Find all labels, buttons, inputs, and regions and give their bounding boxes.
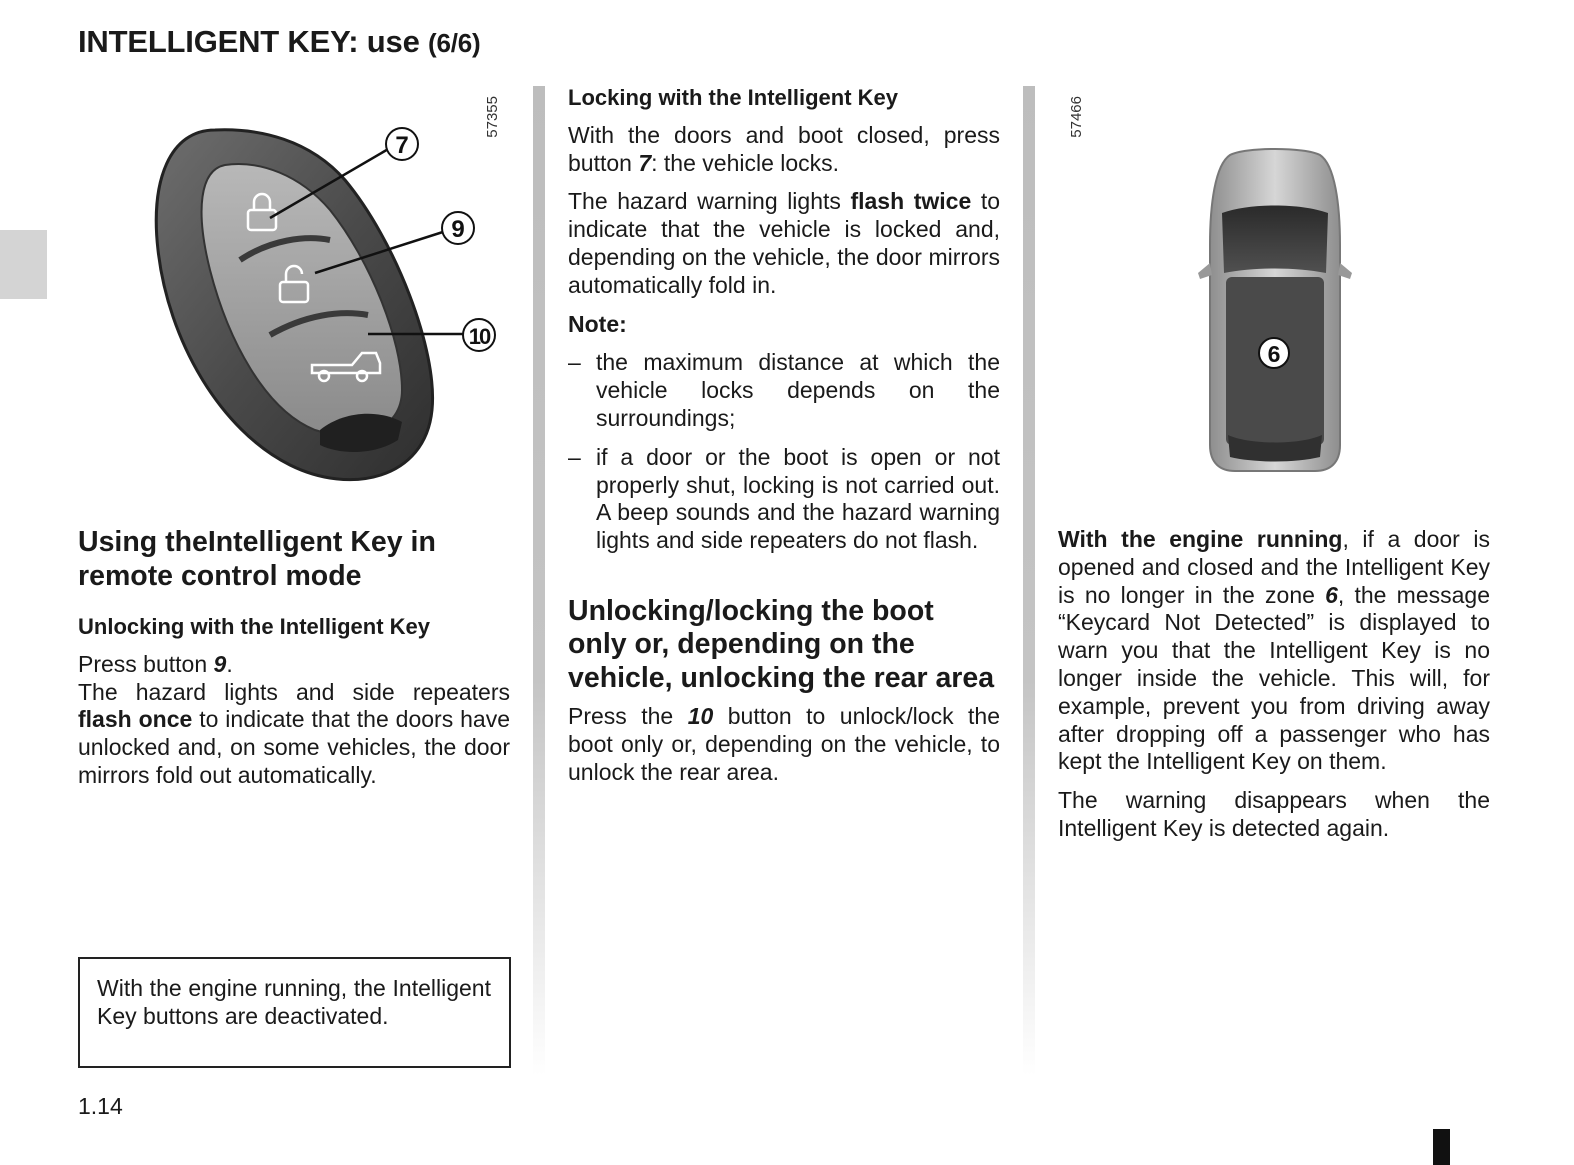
svg-text:9: 9 bbox=[451, 216, 465, 243]
section-heading: Using theIntelligent Key in remote control mode bbox=[78, 526, 436, 592]
zone-6-callout bbox=[1259, 338, 1289, 368]
page-edge-marker bbox=[1433, 1129, 1450, 1165]
list-item: – the maximum distance at which the vehicle locks depends on the surroundings; bbox=[568, 349, 1000, 431]
callout-9 bbox=[442, 212, 474, 244]
unlock-heading: Unlocking with the Intelligent Key bbox=[78, 614, 431, 639]
svg-text:7: 7 bbox=[395, 132, 409, 159]
engine-running-description: With the engine running, if a door is opened and closed and the Intelligent Key is no longer in the zone 6, the message “Keycard Not Detected” is displayed to warn you that the Intelligent Key is no longer inside the vehicle. This will, for example, prevent you from driving away after dropping off a passenger who has kept the Intelligent Key on them. bbox=[1058, 526, 1491, 775]
section-tab bbox=[0, 230, 47, 299]
car-top-view-illustration bbox=[1190, 145, 1360, 475]
right-column bbox=[1058, 526, 1490, 854]
callout-7 bbox=[386, 128, 418, 160]
note-box: With the engine running, the Intelligent Key buttons are deactivated. bbox=[78, 957, 511, 1068]
lock-heading: Locking with the Intelligent Key bbox=[568, 85, 899, 110]
key-fob-illustration bbox=[140, 110, 510, 490]
figure-code: 57355 bbox=[484, 96, 501, 138]
page-title: INTELLIGENT KEY: use (6/6) bbox=[78, 24, 481, 59]
figure-code: 57466 bbox=[1068, 96, 1085, 138]
key-fob-body bbox=[156, 130, 432, 480]
column-divider bbox=[533, 86, 545, 1076]
svg-text:6: 6 bbox=[1267, 341, 1281, 367]
car-body bbox=[1198, 149, 1352, 471]
lock-instruction: With the doors and boot closed, press button 7: the vehicle locks. bbox=[568, 121, 1000, 176]
middle-column bbox=[568, 84, 1000, 798]
lock-description: The hazard warning lights flash twice to indicate that the vehicle is locked and, depending on the vehicle, the door mirrors automatically fold in. bbox=[568, 188, 1000, 298]
warning-disappears-text: The warning disappears when the Intelligent Key is detected again. bbox=[1058, 787, 1490, 841]
boot-heading: Unlocking/locking the boot only or, depending on the vehicle, unlocking the rear area bbox=[568, 594, 995, 694]
unlock-description: The hazard lights and side repeaters flash once to indicate that the doors have unlocked and, on some vehicles, the door mirrors fold out automatically. bbox=[78, 678, 510, 788]
boot-description: Press the 10 button to unlock/lock the boot only or, depending on the vehicle, to unlock the rear area. bbox=[568, 703, 1000, 786]
note-label: Note: bbox=[568, 310, 627, 337]
left-column bbox=[78, 526, 510, 801]
list-item: – if a door or the boot is open or not properly shut, locking is not carried out. A beep sounds and the hazard warning lights and side repeaters do not flash. bbox=[568, 443, 1000, 554]
svg-text:10: 10 bbox=[468, 324, 490, 349]
callout-10 bbox=[463, 319, 495, 351]
page-number: 1.14 bbox=[78, 1093, 123, 1119]
unlock-instruction: Press button 9. bbox=[78, 650, 233, 677]
column-divider bbox=[1023, 86, 1035, 1076]
